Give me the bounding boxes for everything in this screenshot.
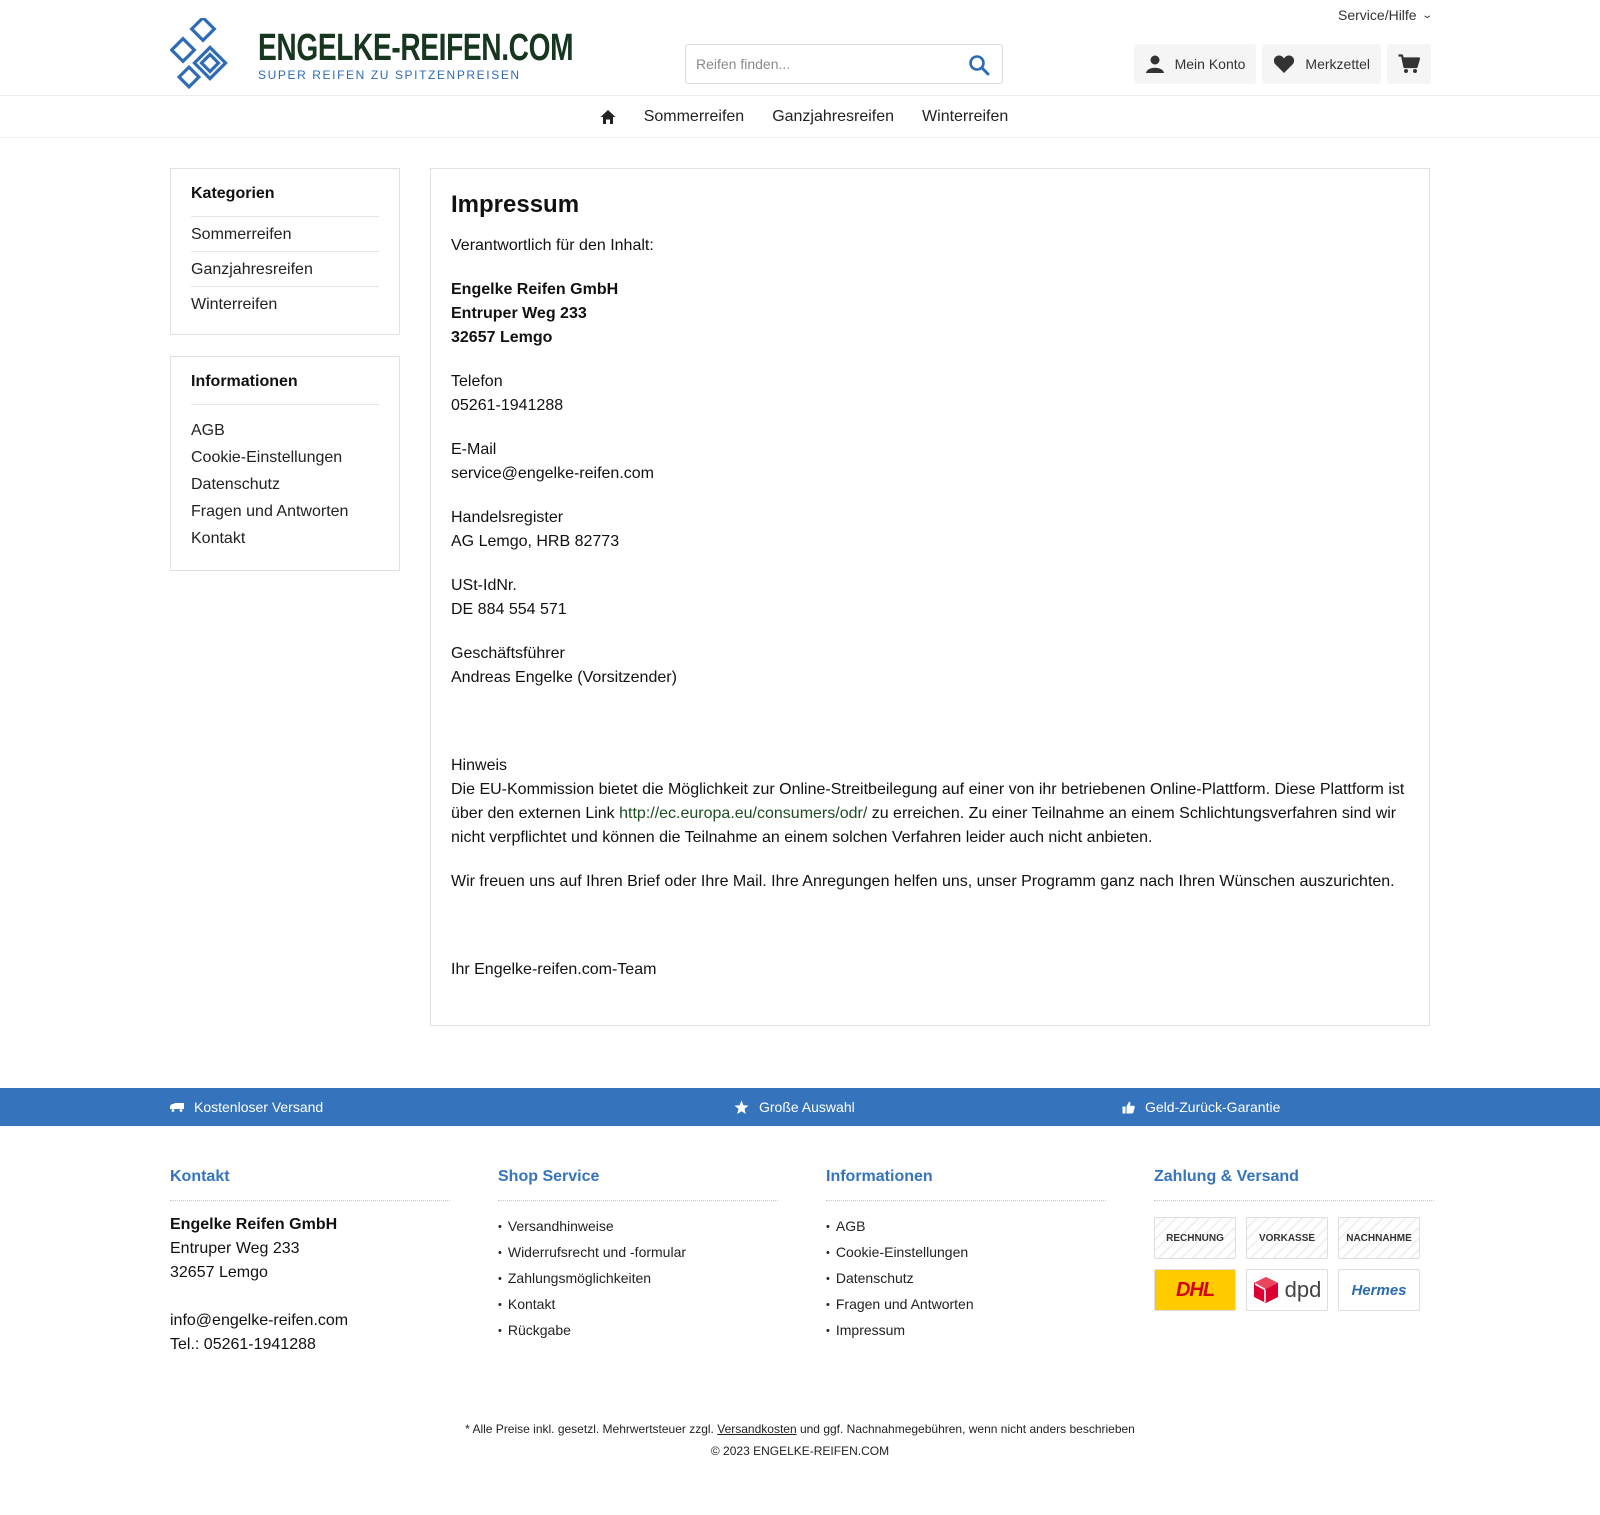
search-box	[685, 44, 1003, 84]
heart-icon	[1273, 54, 1295, 74]
nav-item-winter[interactable]: Winterreifen	[922, 107, 1009, 125]
truck-icon	[170, 1102, 184, 1112]
categories-title: Kategorien	[191, 185, 379, 217]
legal-footer	[0, 1418, 1600, 1462]
hermes-logo: Hermes	[1338, 1269, 1420, 1311]
service-help-label: Service/Hilfe	[1338, 7, 1417, 23]
sidebar-item-winter[interactable]: Winterreifen	[191, 296, 278, 313]
nav-item-summer[interactable]: Sommerreifen	[643, 107, 745, 125]
sidebar-item-allseason[interactable]: Ganzjahresreifen	[191, 252, 379, 287]
thumbs-up-icon	[1122, 1101, 1135, 1114]
company-name: Engelke Reifen GmbH	[451, 281, 619, 298]
search-input[interactable]	[686, 45, 946, 83]
dpd-logo	[1246, 1269, 1328, 1311]
footer-link-imprint[interactable]: • Impressum	[826, 1318, 1106, 1344]
chevron-down-icon: ⌄	[1420, 9, 1433, 21]
footer-information	[826, 1168, 1106, 1344]
footer-info-title: Informationen	[826, 1168, 1106, 1201]
payment-logos	[1154, 1217, 1434, 1311]
main-navigation	[0, 96, 1600, 138]
footer-link-shipping[interactable]: • Versandhinweise	[498, 1214, 778, 1240]
sidebar-item-agb[interactable]: AGB	[191, 422, 225, 439]
usp-selection-label: Große Auswahl	[759, 1099, 855, 1115]
vat-notice-text-start: * Alle Preise inkl. gesetzl. Mehrwertsteuer zzgl.	[465, 1422, 718, 1436]
payment-prepayment-badge: VORKASSE	[1246, 1217, 1328, 1259]
register-value: AG Lemgo, HRB 82773	[451, 533, 620, 550]
service-help-menu[interactable]	[1338, 7, 1431, 23]
usp-shipping	[170, 1088, 323, 1126]
phone-value: 05261-1941288	[451, 397, 564, 414]
notice-text-start: Die EU-Kommission bietet die Möglichkeit zur Online-Streitbeilegung auf einer von ihr betriebenen Online-Plattform. Diese Plattform ist über den externen Link	[451, 781, 1405, 822]
dpd-cube-icon	[1253, 1276, 1279, 1304]
wishlist-button[interactable]	[1262, 44, 1381, 84]
footer-link-returns[interactable]: • Rückgabe	[498, 1318, 778, 1344]
footer-company: Engelke Reifen GmbH	[170, 1216, 338, 1233]
account-button[interactable]	[1134, 44, 1257, 84]
footer-street: Entruper Weg 233	[170, 1240, 300, 1257]
usp-guarantee-label: Geld-Zurück-Garantie	[1145, 1099, 1281, 1115]
copyright: © 2023 ENGELKE-REIFEN.COM	[710, 1444, 890, 1458]
vat-notice-text-end: und ggf. Nachnahmegebühren, wenn nicht anders beschrieben	[796, 1422, 1135, 1436]
sidebar-categories	[170, 168, 400, 335]
responsible-text: Verantwortlich für den Inhalt:	[451, 237, 654, 254]
payment-invoice-badge: RECHNUNG	[1154, 1217, 1236, 1259]
nav-item-allseason[interactable]: Ganzjahresreifen	[772, 107, 895, 125]
footer-link-faq[interactable]: • Fragen und Antworten	[826, 1292, 1106, 1318]
logo-wordmark: ENGELKE-REIFEN.COM	[258, 27, 574, 69]
vat-value: DE 884 554 571	[451, 601, 567, 618]
sidebar-item-summer[interactable]: Sommerreifen	[191, 217, 379, 252]
email-value: service@engelke-reifen.com	[451, 465, 654, 482]
phone-label: Telefon	[451, 373, 503, 390]
footer-city: 32657 Lemgo	[170, 1264, 268, 1281]
ceo-label: Geschäftsführer	[451, 645, 565, 662]
footer-payment-title: Zahlung & Versand	[1154, 1168, 1434, 1201]
email-label: E-Mail	[451, 441, 497, 458]
footer-email[interactable]: info@engelke-reifen.com	[170, 1312, 349, 1329]
star-icon	[734, 1100, 749, 1115]
search-icon[interactable]	[968, 54, 990, 76]
cart-button[interactable]	[1387, 44, 1431, 84]
footer-link-withdrawal[interactable]: • Widerrufsrecht und -formular	[498, 1240, 778, 1266]
footer-link-contact[interactable]: • Kontakt	[498, 1292, 778, 1318]
user-icon	[1145, 54, 1165, 74]
header-actions	[1134, 44, 1431, 84]
dpd-wordmark: dpd	[1284, 1277, 1322, 1302]
wishlist-label: Merkzettel	[1305, 56, 1370, 72]
company-city: 32657 Lemgo	[451, 329, 553, 346]
footer-link-cookies[interactable]: • Cookie-Einstellungen	[826, 1240, 1106, 1266]
footer-shop-service	[498, 1168, 778, 1344]
usp-shipping-label: Kostenloser Versand	[194, 1099, 324, 1115]
usp-bar	[0, 1088, 1600, 1126]
closing-text: Wir freuen uns auf Ihren Brief oder Ihre Mail. Ihre Anregungen helfen uns, unser Programm ganz nach Ihren Wünschen auszurichten.	[451, 873, 1395, 890]
footer-link-privacy[interactable]: • Datenschutz	[826, 1266, 1106, 1292]
cart-icon	[1398, 54, 1420, 74]
usp-selection	[734, 1088, 855, 1126]
page-title: Impressum	[451, 191, 580, 218]
sidebar-item-faq[interactable]: Fragen und Antworten	[191, 503, 349, 520]
payment-cod-badge: NACHNAHME	[1338, 1217, 1420, 1259]
footer-link-agb[interactable]: • AGB	[826, 1214, 1106, 1240]
logo[interactable]	[170, 18, 684, 92]
shipping-costs-link[interactable]: Versandkosten	[717, 1422, 797, 1436]
home-icon[interactable]	[600, 109, 616, 125]
odr-link[interactable]: http://ec.europa.eu/consumers/odr/	[619, 805, 868, 822]
account-label: Mein Konto	[1174, 56, 1246, 72]
dhl-logo: DHL	[1154, 1269, 1236, 1311]
information-title: Informationen	[191, 373, 379, 405]
register-label: Handelsregister	[451, 509, 564, 526]
footer-contact-title: Kontakt	[170, 1168, 450, 1201]
diamond-logo-icon	[170, 18, 236, 92]
notice-text-end: zu erreichen. Zu einer Teilnahme an einem Schlichtungsverfahren sind wir nicht verpflichtet und können die Teilnahme an einem solchen Verfahren leider auch nicht anbieten.	[451, 805, 1397, 846]
sidebar-item-privacy[interactable]: Datenschutz	[191, 476, 280, 493]
company-street: Entruper Weg 233	[451, 305, 587, 322]
usp-guarantee	[1122, 1088, 1280, 1126]
footer-payment-shipping	[1154, 1168, 1434, 1311]
header	[0, 0, 1600, 96]
sidebar-item-cookies[interactable]: Cookie-Einstellungen	[191, 449, 343, 466]
signature-text: Ihr Engelke-reifen.com-Team	[451, 961, 657, 978]
notice-label: Hinweis	[451, 757, 508, 774]
footer-link-payment[interactable]: • Zahlungsmöglichkeiten	[498, 1266, 778, 1292]
footer-service-title: Shop Service	[498, 1168, 778, 1201]
vat-label: USt-IdNr.	[451, 577, 517, 594]
footer-phone: Tel.: 05261-1941288	[170, 1336, 316, 1353]
sidebar-information	[170, 356, 400, 571]
footer-contact	[170, 1168, 450, 1357]
ceo-value: Andreas Engelke (Vorsitzender)	[451, 669, 677, 686]
logo-tagline: SUPER REIFEN ZU SPITZENPREISEN	[258, 68, 521, 82]
imprint-content	[430, 168, 1430, 1026]
vat-notice	[0, 1418, 1600, 1440]
sidebar-item-contact[interactable]: Kontakt	[191, 530, 246, 547]
